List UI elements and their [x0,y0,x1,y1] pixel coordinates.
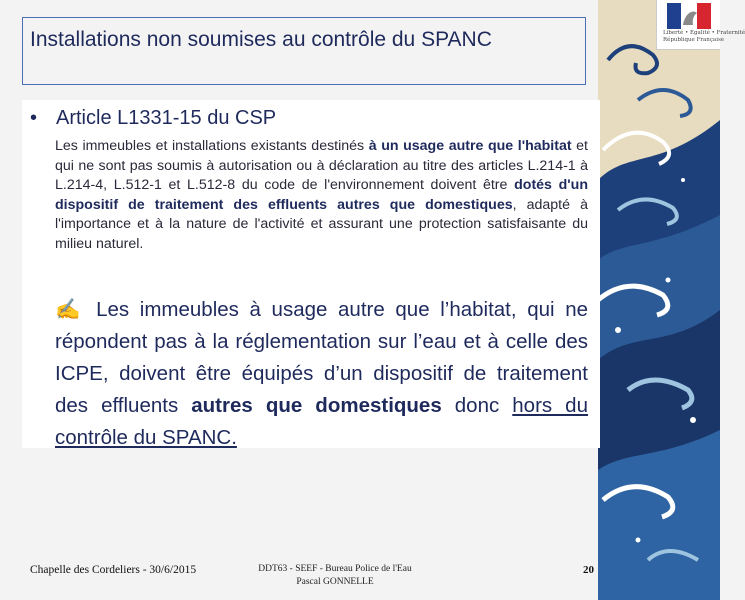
page-number: 20 [583,564,594,576]
para1-text-2: et qui ne sont pas soumis à autorisation ou à déclaration au titre des articles L.214-1 à L.214-4, L.512-1 et L.512-8 du code de l'environnement doivent être [55,138,589,194]
logo-motto-line2: République Française [663,37,725,43]
para2-text-2: donc [441,394,513,417]
government-logo [656,0,745,50]
bullet-marker: • [30,107,38,129]
para2-text-1: Les immeubles à usage autre que l’habitat, qui ne répondent pas à la réglementation sur l’eau et à celle des ICPE, doivent être équipés d’un dispositif de traitement des effluents [55,298,588,417]
footer-author-line2: Pascal GONNELLE [296,577,374,587]
logo-motto-line1: Liberté • Égalité • Fraternité [663,30,745,36]
footer-author [250,563,420,589]
para1-bold-2: dotés d'un dispositif de traitement des effluents autres que domestiques [55,177,588,213]
marianne-flag-icon [667,3,711,29]
pencil-icon: ✍ [55,298,86,321]
bullet-heading [30,107,590,135]
para2-bold-1: autres que domestiques [191,394,442,417]
logo-motto [663,30,745,46]
article-paragraph [55,137,588,255]
content-panel [22,100,600,448]
para1-text-1: Les immeubles et installations existants destinés [55,138,369,154]
bullet-heading-text: Article L1331-15 du CSP [56,107,277,129]
para1-text-3: , adapté à l'importance et à la nature de l'activité et assurant une protection satisfaisante du milieu naturel. [55,196,588,252]
para1-bold-1: à un usage autre que l'habitat [368,138,572,154]
conclusion-paragraph [55,294,588,454]
wave-decoration [598,0,745,600]
slide-title: Installations non soumises au contrôle du SPANC [30,28,492,51]
footer-author-line1: DDT63 - SEEF - Bureau Police de l'Eau [258,564,412,574]
wave-illustration [598,0,745,600]
footer-event: Chapelle des Cordeliers - 30/6/2015 [30,564,197,576]
title-box [22,17,586,85]
para2-underlined: hors du contrôle du SPANC. [55,394,588,449]
